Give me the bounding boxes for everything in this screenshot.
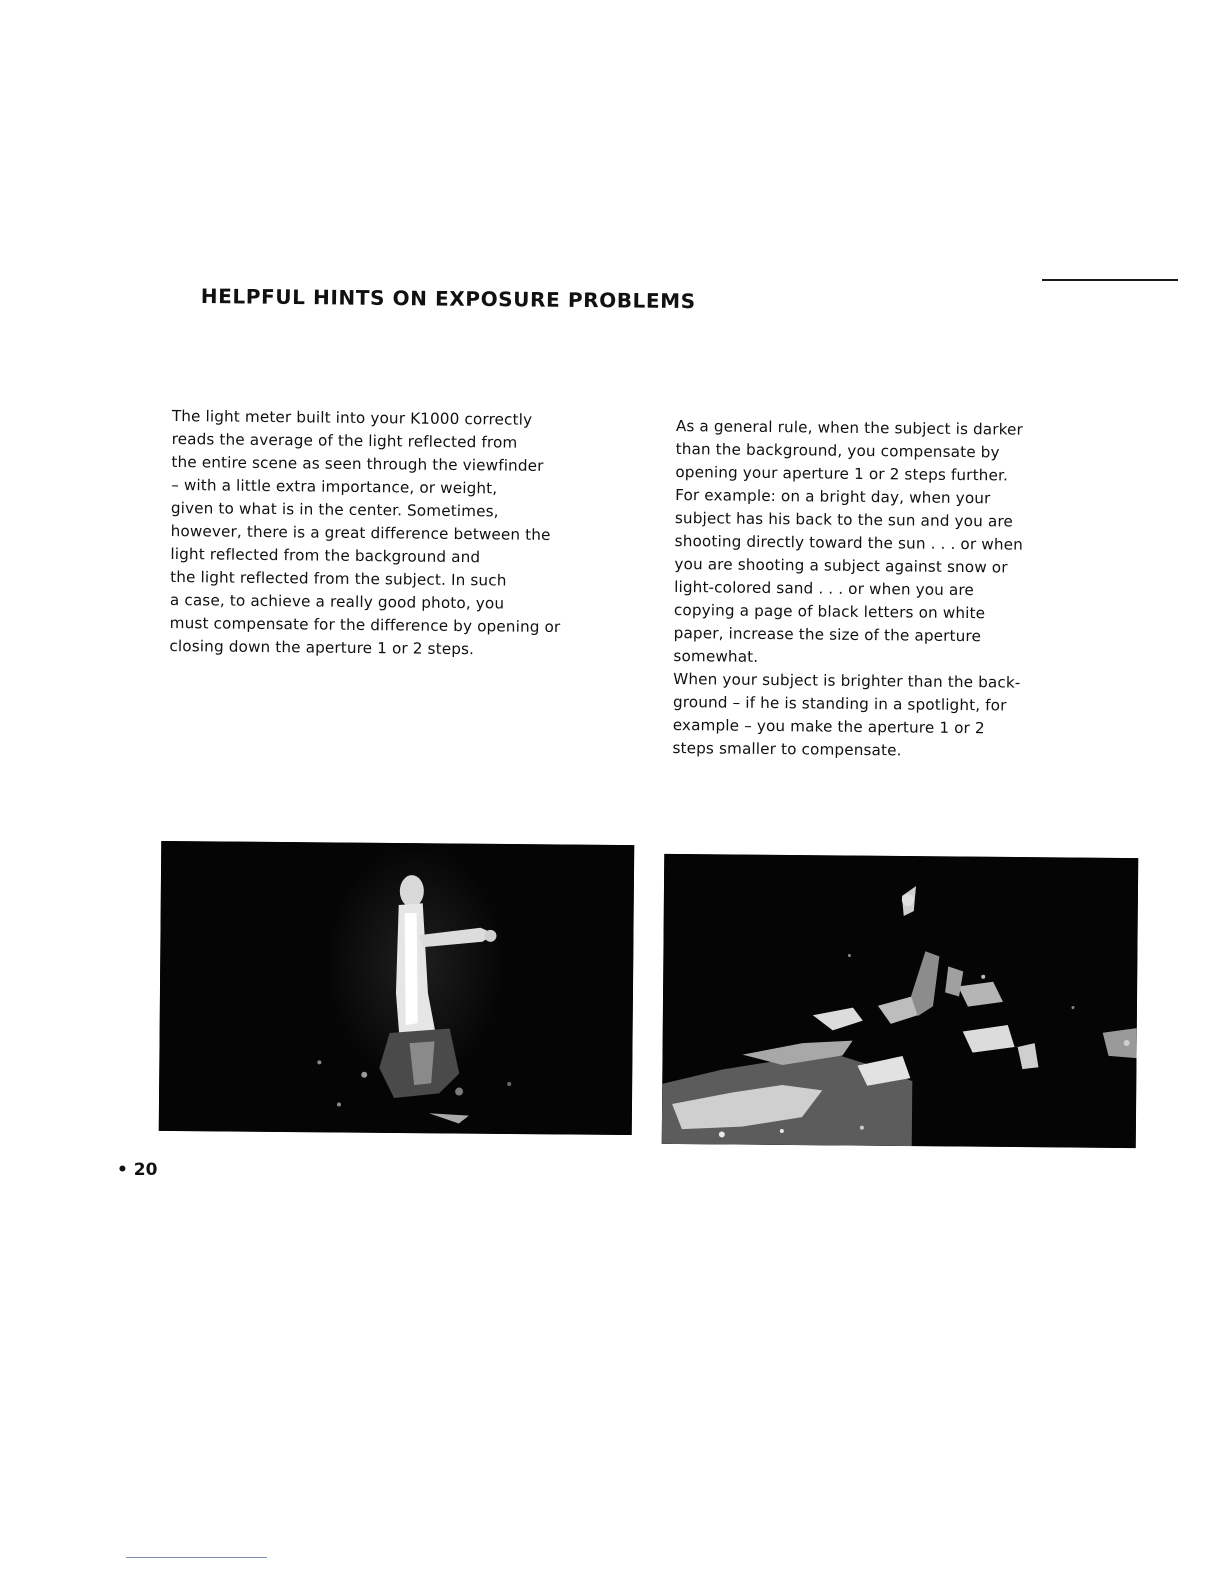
text-line: somewhat. xyxy=(673,646,759,666)
text-line: example – you make the aperture 1 or 2 xyxy=(672,715,985,738)
right-text-column xyxy=(672,415,1024,764)
text-line: however, there is a great difference between the xyxy=(170,521,551,544)
text-line: As a general rule, when the subject is darker xyxy=(675,416,1024,439)
text-line: a case, to achieve a really good photo, you xyxy=(169,590,505,613)
text-line: When your subject is brighter than the back- xyxy=(673,669,1021,692)
text-line: closing down the aperture 1 or 2 steps. xyxy=(169,636,475,659)
text-line: than the background, you compensate by xyxy=(675,439,1000,462)
text-line: steps smaller to compensate. xyxy=(672,738,902,760)
text-line: paper, increase the size of the aperture xyxy=(673,623,982,646)
page-number: • 20 xyxy=(117,1160,158,1180)
text-line: – with a little extra importance, or weight, xyxy=(171,475,498,498)
spotlight-photo-graphic xyxy=(159,841,635,1135)
text-line: you are shooting a subject against snow or xyxy=(674,554,1008,577)
text-line: copying a page of black letters on white xyxy=(673,600,986,623)
text-line: ground – if he is standing in a spotlight, for xyxy=(672,692,1007,715)
text-line: light reflected from the background and xyxy=(170,544,481,567)
page-title: HELPFUL HINTS ON EXPOSURE PROBLEMS xyxy=(200,284,696,314)
spotlight-photo xyxy=(159,841,635,1135)
text-line: shooting directly toward the sun . . . or when xyxy=(674,531,1024,554)
left-text-column xyxy=(169,405,562,662)
top-rule xyxy=(1042,279,1178,281)
text-line: must compensate for the difference by opening or xyxy=(169,613,561,637)
text-line: the light reflected from the subject. In such xyxy=(170,567,507,590)
bottom-rule xyxy=(126,1557,267,1558)
text-line: reads the average of the light reflected from xyxy=(171,429,518,452)
text-line: For example: on a bright day, when your xyxy=(675,485,991,508)
backlit-photo-graphic xyxy=(662,854,1139,1148)
backlit-photo xyxy=(662,854,1139,1148)
text-line: The light meter built into your K1000 correctly xyxy=(171,406,533,429)
text-line: the entire scene as seen through the viewfinder xyxy=(171,452,544,475)
text-line: light-colored sand . . . or when you are xyxy=(674,577,975,600)
text-line: given to what is in the center. Sometimes, xyxy=(170,498,499,521)
text-line: subject has his back to the sun and you are xyxy=(674,508,1014,531)
text-line: opening your aperture 1 or 2 steps further. xyxy=(675,462,1009,485)
